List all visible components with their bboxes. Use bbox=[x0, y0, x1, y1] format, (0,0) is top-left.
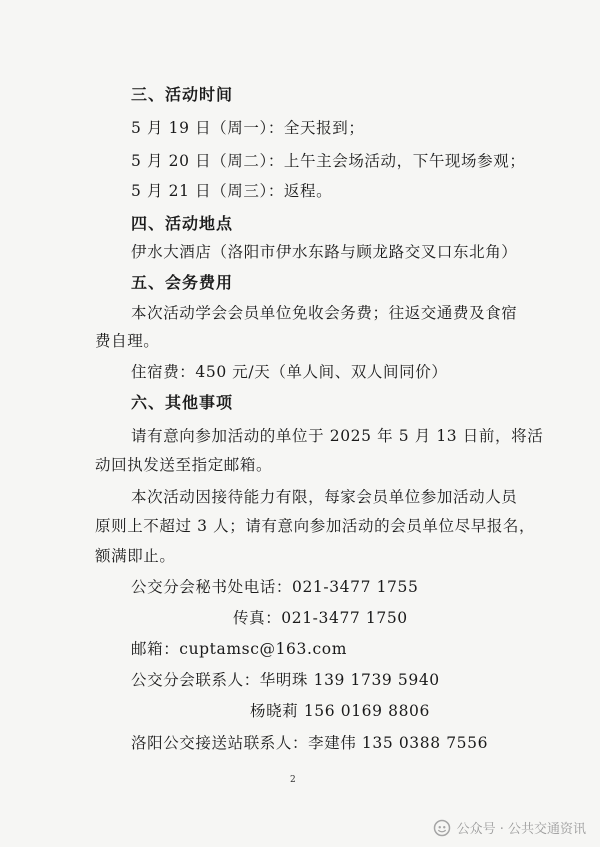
email-address: 邮箱：cuptamsc@163.com bbox=[131, 640, 348, 658]
other-line-2: 动回执发送至指定邮箱。 bbox=[95, 456, 273, 474]
contact-person-3: 洛阳公交接送站联系人：李建伟 135 0388 7556 bbox=[131, 734, 489, 752]
contact-person-1: 公交分会联系人：华明珠 139 1739 5940 bbox=[131, 671, 440, 689]
wechat-watermark bbox=[433, 818, 586, 837]
other-line-3: 本次活动因接待能力有限，每家会员单位参加活动人员 bbox=[131, 488, 518, 506]
venue-line: 伊水大酒店（洛阳市伊水东路与顾龙路交叉口东北角） bbox=[131, 243, 518, 261]
fax-number: 传真：021-3477 1750 bbox=[233, 609, 408, 627]
fees-line-1: 本次活动学会会员单位免收会务费；往返交通费及食宿 bbox=[131, 304, 518, 322]
fees-line-3: 住宿费：450 元/天（单人间、双人间同价） bbox=[131, 363, 448, 381]
section-heading-fees: 五、会务费用 bbox=[131, 273, 234, 292]
other-line-1: 请有意向参加活动的单位于 2025 年 5 月 13 日前，将活 bbox=[131, 427, 544, 445]
section-heading-schedule: 三、活动时间 bbox=[131, 85, 234, 104]
fees-line-2: 费自理。 bbox=[95, 332, 160, 350]
secretariat-phone: 公交分会秘书处电话：021-3477 1755 bbox=[131, 578, 419, 596]
page-number: 2 bbox=[290, 775, 296, 785]
wechat-official-account-icon bbox=[433, 819, 451, 837]
section-heading-venue: 四、活动地点 bbox=[131, 214, 234, 233]
other-line-5: 额满即止。 bbox=[95, 547, 176, 565]
watermark-text: 公众号 · 公共交通资讯 bbox=[456, 822, 586, 837]
schedule-line-3: 5 月 21 日（周三）：返程。 bbox=[131, 182, 333, 200]
contact-person-2: 杨晓莉 156 0169 8806 bbox=[250, 702, 430, 720]
other-line-4: 原则上不超过 3 人；请有意向参加活动的会员单位尽早报名， bbox=[95, 517, 536, 535]
section-heading-other: 六、其他事项 bbox=[131, 393, 234, 412]
schedule-line-2: 5 月 20 日（周二）：上午主会场活动，下午现场参观； bbox=[131, 152, 526, 170]
schedule-line-1: 5 月 19 日（周一）：全天报到； bbox=[131, 119, 365, 137]
